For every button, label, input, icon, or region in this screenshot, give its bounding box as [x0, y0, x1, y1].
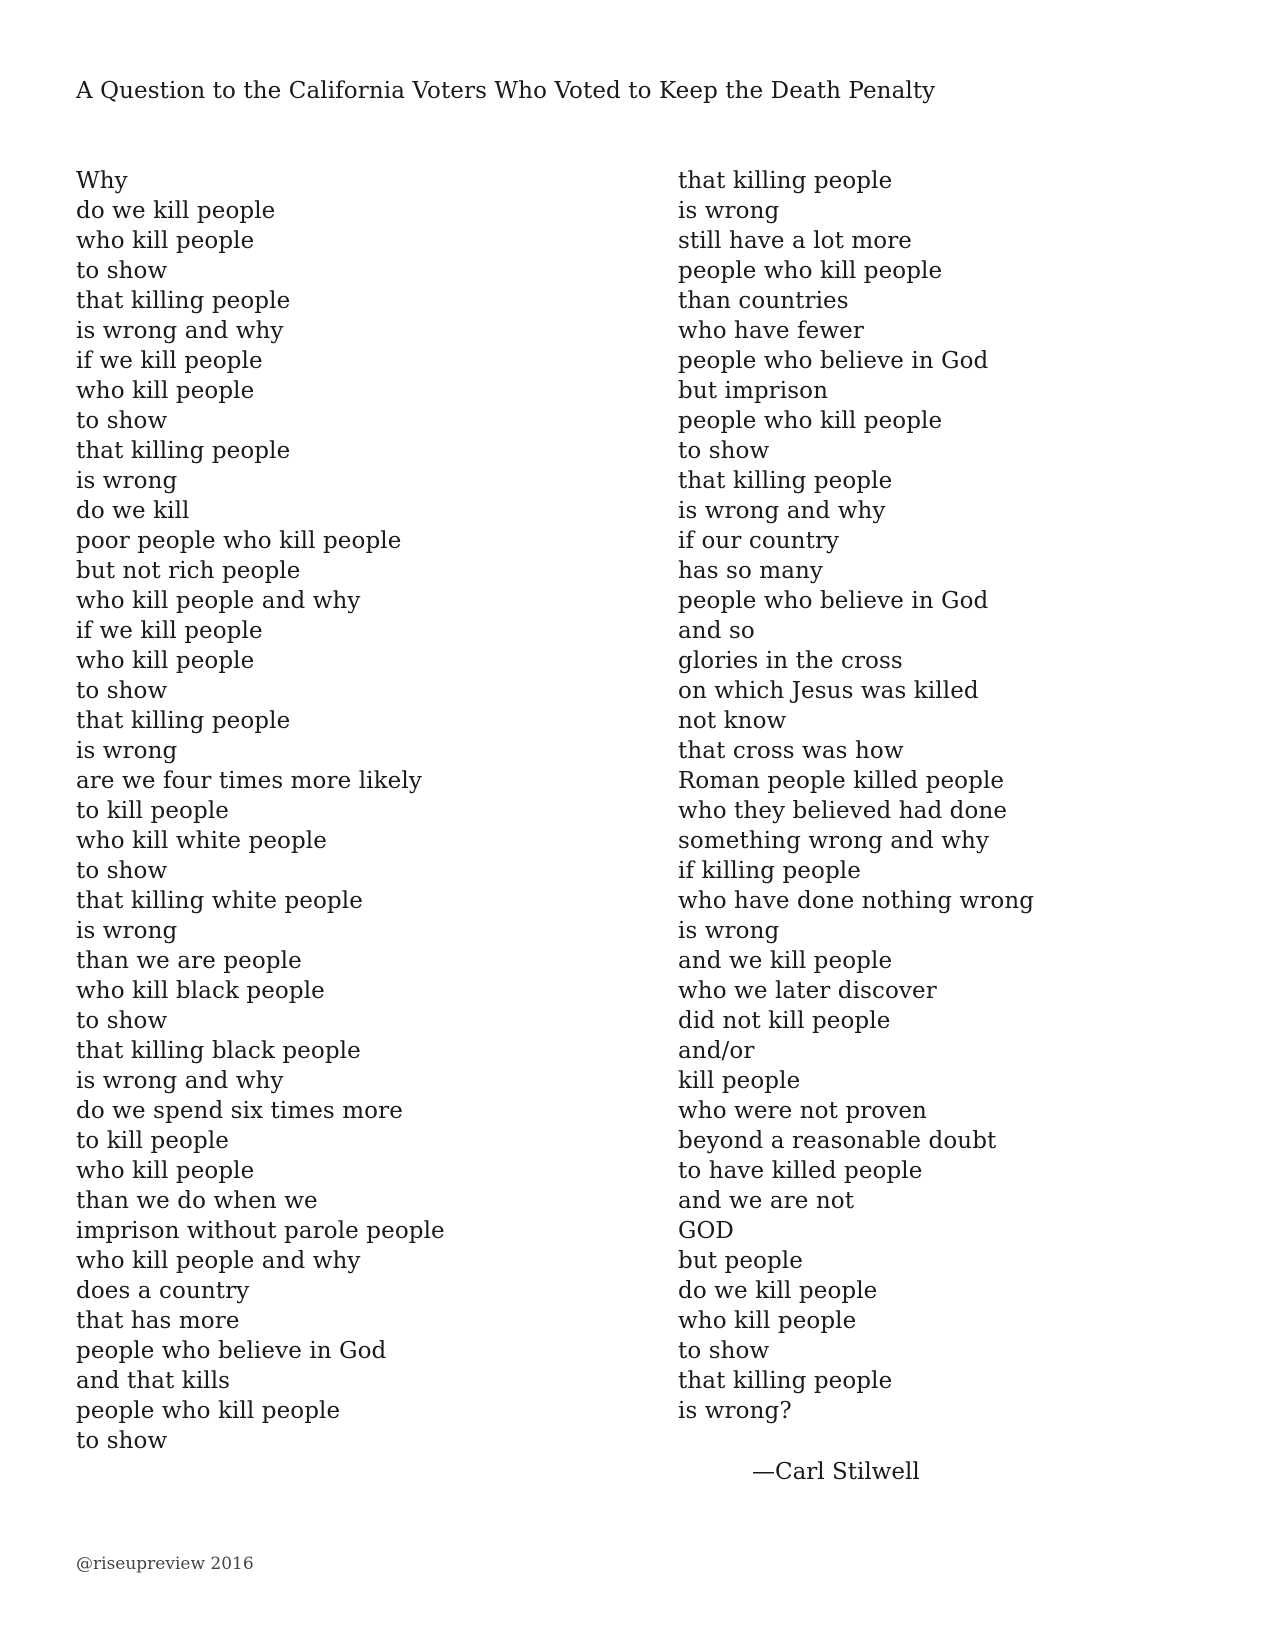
poem-line: is wrong — [678, 918, 780, 944]
poem-line: do we kill people — [76, 198, 276, 224]
poem-line: who we later discover — [678, 978, 937, 1004]
poem-line: that has more — [76, 1308, 240, 1334]
poem-line: and/or — [678, 1038, 755, 1064]
poem-line: and we kill people — [678, 948, 893, 974]
poem-line: if killing people — [678, 858, 861, 884]
poem-line: to show — [76, 408, 168, 434]
poem-line: and so — [678, 618, 755, 644]
poem-line: who kill people — [76, 1158, 255, 1184]
poem-line: do we kill — [76, 498, 190, 524]
poem-line: has so many — [678, 558, 824, 584]
poem-line: is wrong and why — [76, 1068, 284, 1094]
poem-line: glories in the cross — [678, 648, 903, 674]
poem-line: Roman people killed people — [678, 768, 1005, 794]
poem-line: is wrong — [76, 738, 178, 764]
poem-line: still have a lot more — [678, 228, 913, 254]
poem-line: to show — [76, 258, 168, 284]
poem-line: to show — [76, 1008, 168, 1034]
poem-line: to show — [678, 1338, 770, 1364]
poem-line: people who believe in God — [678, 348, 989, 374]
poem-line: do we kill people — [678, 1278, 878, 1304]
poem-line: are we four times more likely — [76, 768, 422, 794]
copyright-footer: @riseupreview 2016 — [76, 1554, 254, 1574]
poem-line: but not rich people — [76, 558, 301, 584]
poem-right-column — [678, 166, 1034, 1426]
poem-line: is wrong — [76, 468, 178, 494]
poem-line: who have done nothing wrong — [678, 888, 1035, 914]
poem-line: on which Jesus was killed — [678, 678, 979, 704]
poem-title: A Question to the California Voters Who Voted to Keep the Death Penalty — [76, 78, 936, 104]
poem-line: that killing people — [76, 288, 291, 314]
poem-line: that killing people — [76, 708, 291, 734]
poem-line: that killing people — [678, 168, 893, 194]
poem-line: people who believe in God — [76, 1338, 387, 1364]
poem-line: did not kill people — [678, 1008, 891, 1034]
poem-line: that killing people — [678, 1368, 893, 1394]
poem-line: GOD — [678, 1218, 734, 1244]
poem-line: is wrong? — [678, 1398, 792, 1424]
poem-line: to show — [76, 678, 168, 704]
poem-line: who kill white people — [76, 828, 327, 854]
poem-line: who kill people — [76, 378, 255, 404]
author-signature: —Carl Stilwell — [752, 1459, 920, 1485]
poem-line: Why — [76, 168, 128, 194]
poem-line: who kill people — [76, 648, 255, 674]
poem-line: imprison without parole people — [76, 1218, 445, 1244]
poem-line: than we are people — [76, 948, 302, 974]
poem-line: to have killed people — [678, 1158, 923, 1184]
poem-left-column — [76, 166, 445, 1456]
poem-line: who they believed had done — [678, 798, 1008, 824]
poem-line: is wrong and why — [76, 318, 284, 344]
poem-line: beyond a reasonable doubt — [678, 1128, 997, 1154]
poem-line: and that kills — [76, 1368, 231, 1394]
poem-line: people who kill people — [76, 1398, 341, 1424]
poem-line: is wrong — [76, 918, 178, 944]
poem-line: to show — [76, 1428, 168, 1454]
poem-line: than we do when we — [76, 1188, 318, 1214]
poem-line: is wrong and why — [678, 498, 886, 524]
poem-line: that killing people — [678, 468, 893, 494]
poem-line: than countries — [678, 288, 849, 314]
poem-line: is wrong — [678, 198, 780, 224]
poem-line: who kill people — [678, 1308, 857, 1334]
poem-line: who have fewer — [678, 318, 864, 344]
poem-line: who were not proven — [678, 1098, 927, 1124]
poem-line: who kill people and why — [76, 1248, 361, 1274]
poem-line: people who believe in God — [678, 588, 989, 614]
poem-line: people who kill people — [678, 258, 943, 284]
poem-line: who kill people and why — [76, 588, 361, 614]
poem-line: to show — [76, 858, 168, 884]
poem-line: if our country — [678, 528, 840, 554]
poem-line: to kill people — [76, 798, 229, 824]
poem-line: that killing black people — [76, 1038, 361, 1064]
poem-line: do we spend six times more — [76, 1098, 403, 1124]
poem-line: does a country — [76, 1278, 250, 1304]
poem-line: not know — [678, 708, 787, 734]
poem-line: something wrong and why — [678, 828, 990, 854]
poem-line: that cross was how — [678, 738, 904, 764]
poem-line: kill people — [678, 1068, 801, 1094]
poem-line: people who kill people — [678, 408, 943, 434]
poem-line: that killing white people — [76, 888, 363, 914]
poem-line: poor people who kill people — [76, 528, 402, 554]
poem-line: to show — [678, 438, 770, 464]
poem-line: who kill black people — [76, 978, 325, 1004]
poem-line: who kill people — [76, 228, 255, 254]
poem-line: to kill people — [76, 1128, 229, 1154]
poem-line: that killing people — [76, 438, 291, 464]
poem-line: if we kill people — [76, 348, 263, 374]
poem-line: and we are not — [678, 1188, 855, 1214]
poem-line: but imprison — [678, 378, 828, 404]
poem-line: if we kill people — [76, 618, 263, 644]
poem-line: but people — [678, 1248, 803, 1274]
